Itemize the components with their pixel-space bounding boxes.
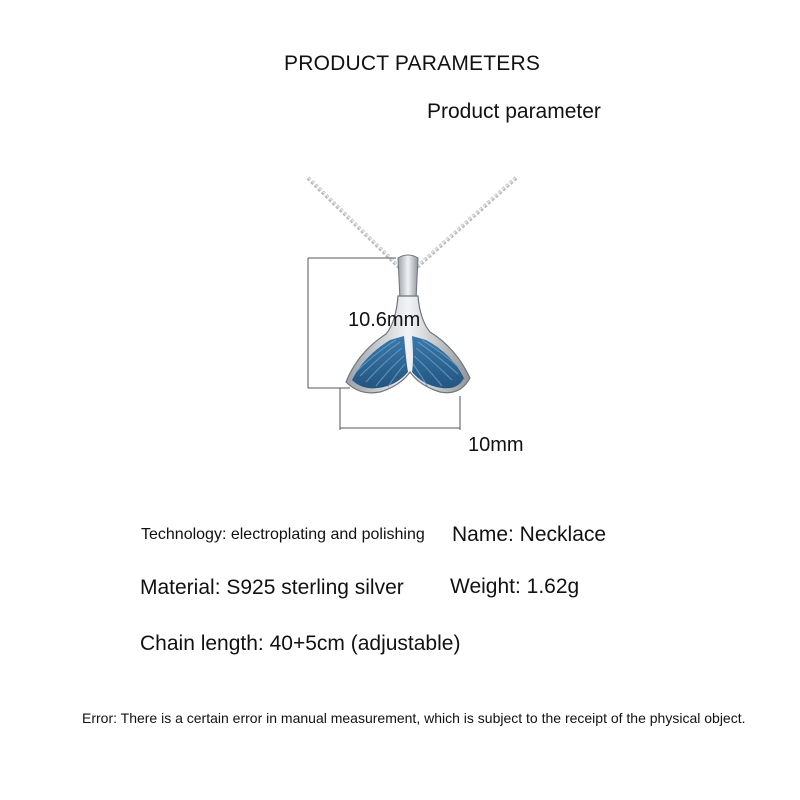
spec-material: Material: S925 sterling silver: [140, 576, 404, 599]
chain: [308, 178, 516, 268]
page-title: PRODUCT PARAMETERS: [284, 52, 541, 75]
spec-chain-length: Chain length: 40+5cm (adjustable): [140, 632, 461, 655]
pendant-bail: [398, 255, 418, 300]
page-subtitle: Product parameter: [427, 100, 601, 123]
spec-weight: Weight: 1.62g: [450, 575, 580, 598]
spec-technology: Technology: electroplating and polishing: [141, 526, 425, 543]
width-dimension-label: 10mm: [468, 434, 524, 456]
height-dimension-label: 10.6mm: [348, 309, 421, 331]
error-note: Error: There is a certain error in manual measurement, which is subject to the receipt of the physical object.: [82, 710, 746, 726]
spec-name: Name: Necklace: [452, 523, 607, 546]
